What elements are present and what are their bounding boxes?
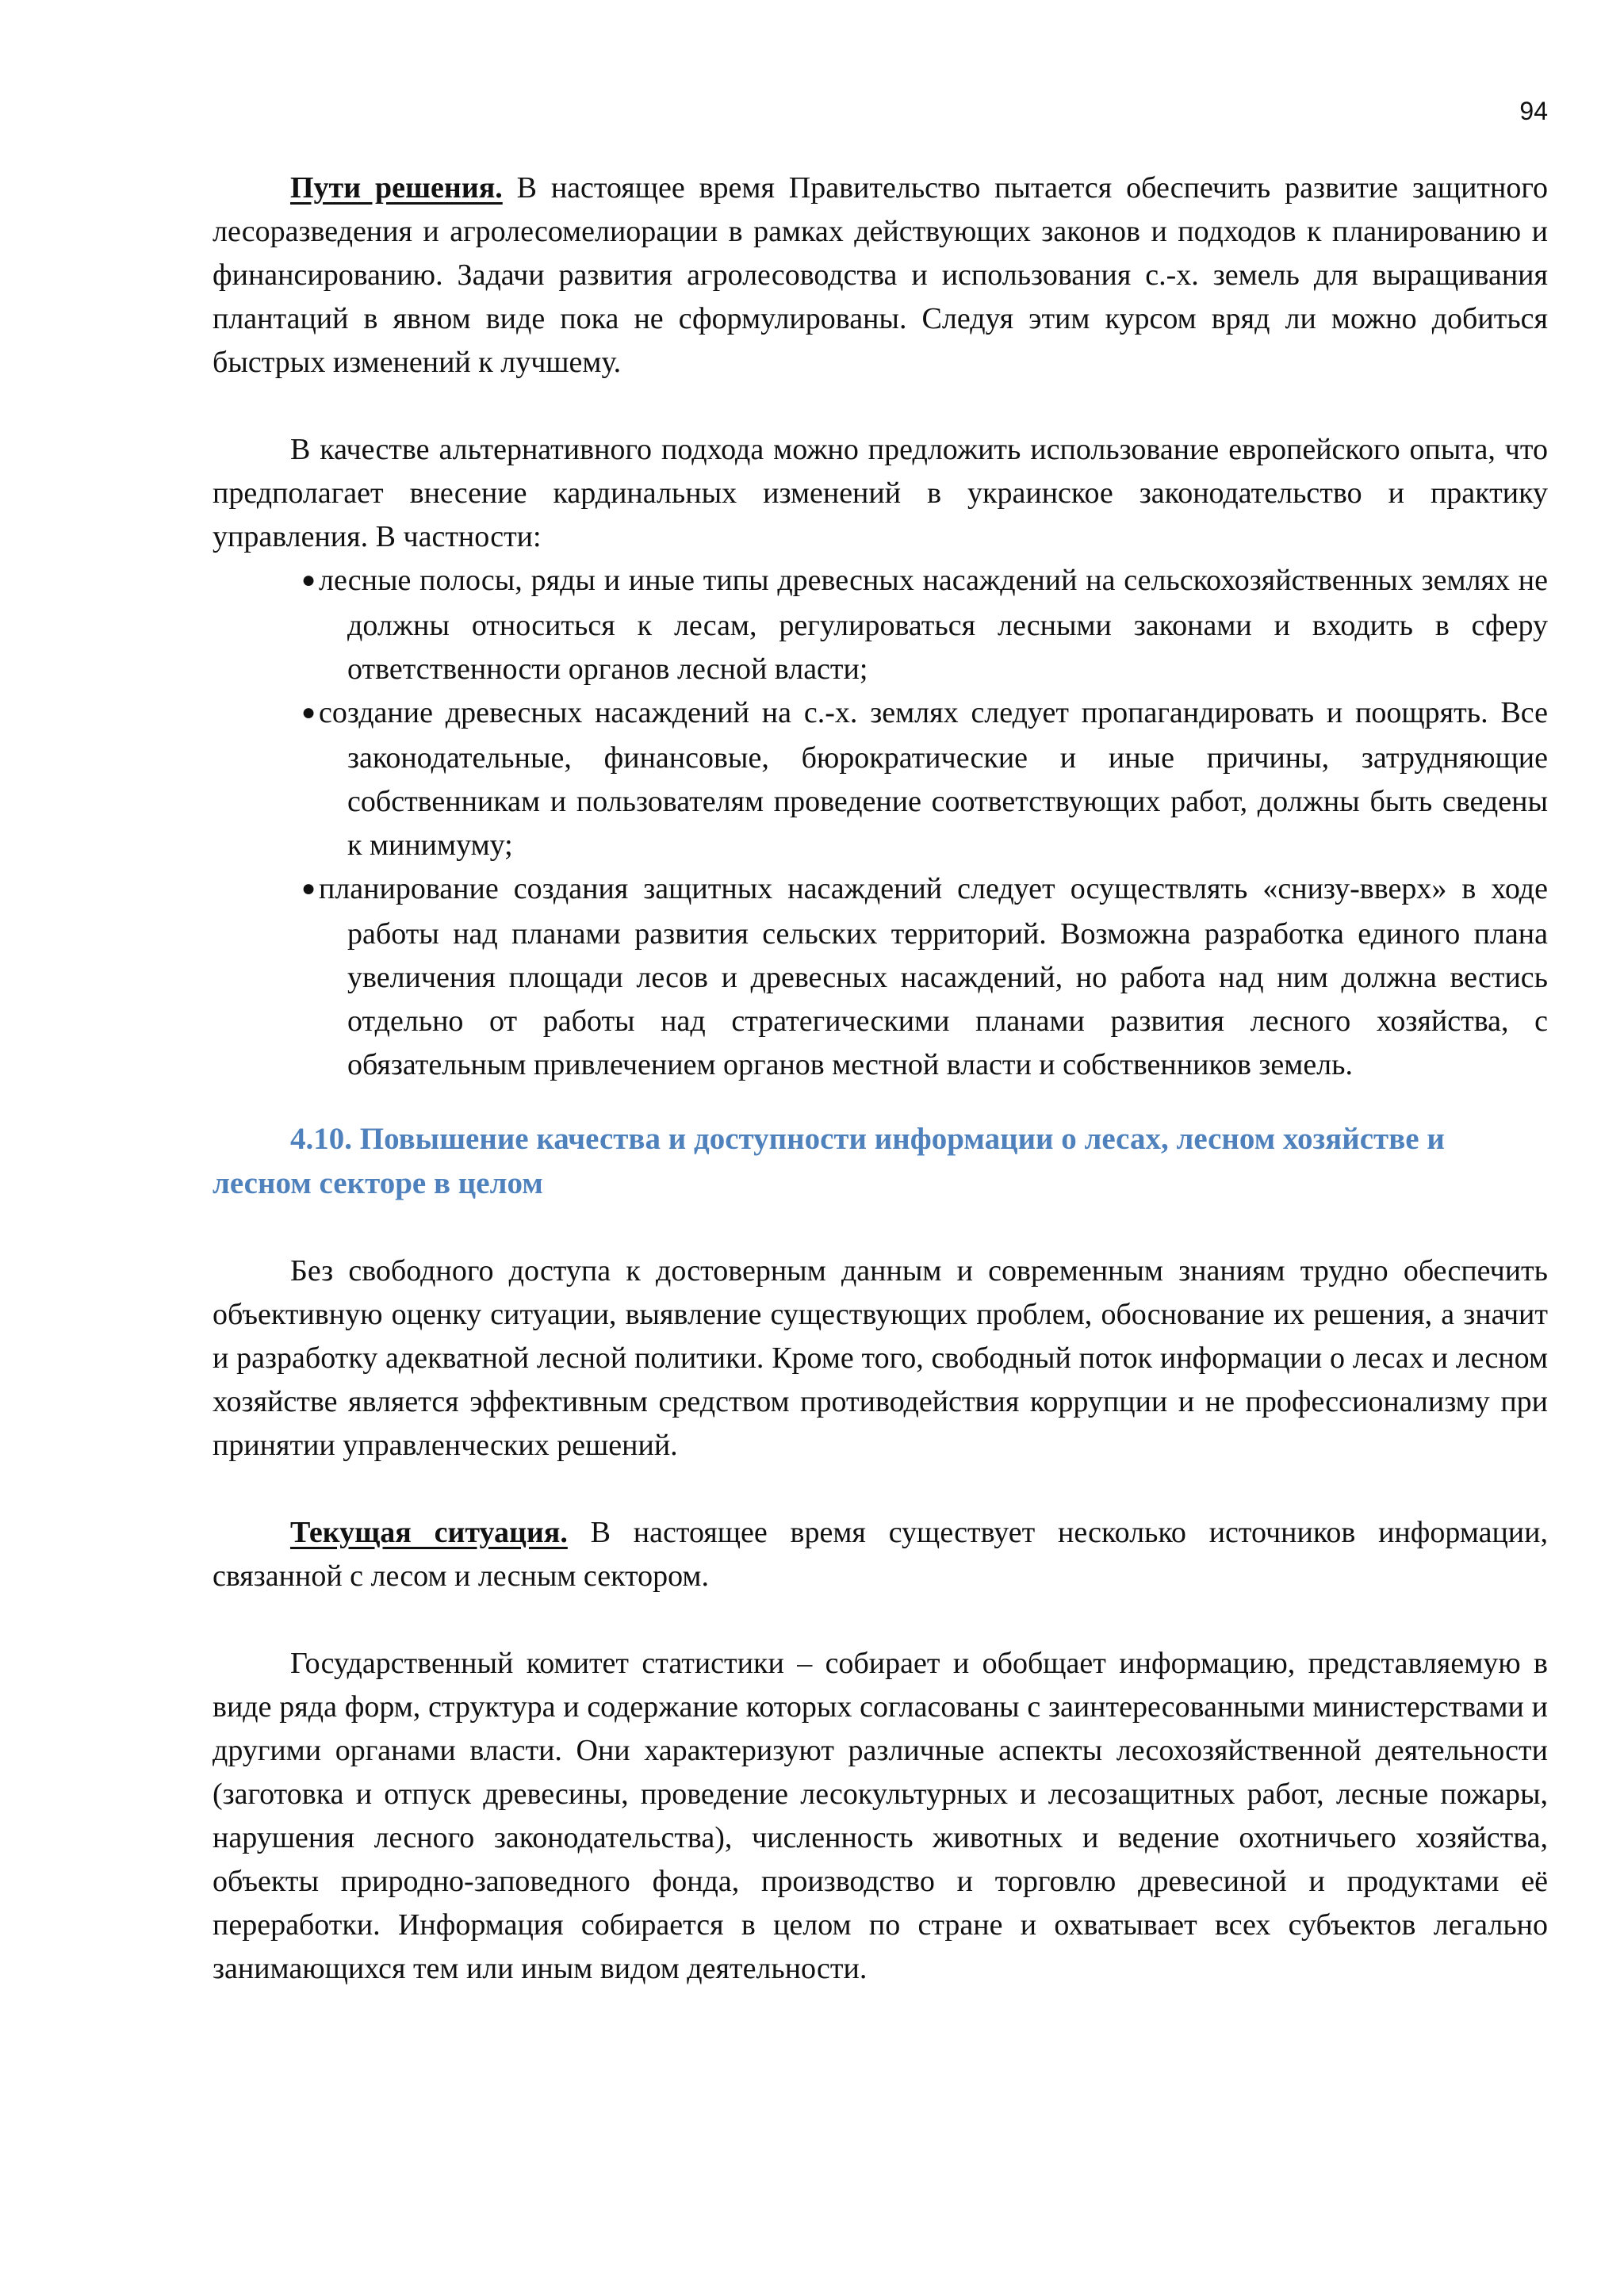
paragraph-alternative [213, 428, 1548, 559]
paragraph-alternative-text: В качестве альтернативного подхода можно предложить использование европейского опыта, что предполагает внесение кардинальных изменений в украинское законодательство и практику управления. В частности: [213, 433, 1548, 553]
paragraph-solutions-text: В настоящее время Правительство пытается обеспечить развитие защитного лесоразведения и агролесомелиорации в рамках действующих законов и подходов к планированию и финансированию. Задачи развития агролесоводства и использования с.-х. земель для выращивания плантаций в явном виде пока не сформулированы. Следуя этим курсом вряд ли можно добиться быстрых изменений к лучшему. [213, 171, 1548, 379]
bullet-icon: ● [301, 699, 316, 725]
paragraph-spacer [213, 385, 1548, 428]
paragraph-access [213, 1249, 1548, 1468]
paragraph-spacer [213, 1206, 1548, 1249]
paragraph-spacer [213, 1087, 1548, 1117]
page-number: 94 [1519, 97, 1548, 125]
paragraph-statistics-text: Государственный комитет статистики – собирает и обобщает информацию, представляемую в виде ряда форм, структура и содержание которых согласованы с заинтересованными министерствами и другими органами власти. Они характеризуют различные аспекты лесохозяйственной деятельности (заготовка и отпуск древесины, проведение лесокультурных и лесозащитных работ, лесные пожары, нарушения лесного законодательства), численность животных и ведение охотничьего хозяйства, объекты природно-заповедного фонда, производство и торговлю древесиной и продуктами её переработки. Информация собирается в целом по стране и охватывает всех субъектов легально занимающихся тем или иным видом деятельности. [213, 1647, 1548, 1985]
paragraph-access-text: Без свободного доступа к достоверным данным и современным знаниям трудно обеспечить объективную оценку ситуации, выявление существующих проблем, обоснование их решения, а значит и разработку адекватной лесной политики. Кроме того, свободный поток информации о лесах и лесном хозяйстве является эффективным средством противодействия коррупции и не профессионализму при принятии управленческих решений. [213, 1254, 1548, 1462]
bullet-list [213, 559, 1548, 1087]
bullet-icon: ● [301, 567, 316, 593]
list-item [301, 559, 1548, 691]
list-item-text: лесные полосы, ряды и иные типы древесных насаждений на сельскохозяйственных землях не должны относиться к лесам, регулироваться лесными законами и входить в сферу ответственности органов лесной власти; [319, 564, 1548, 686]
paragraph-spacer [213, 1598, 1548, 1642]
paragraph-spacer [213, 1468, 1548, 1511]
lead-current-situation: Текущая ситуация. [290, 1516, 568, 1549]
list-item [301, 867, 1548, 1087]
lead-solutions: Пути решения. [290, 171, 503, 205]
list-item-text: создание древесных насаждений на с.-х. землях следует пропагандировать и поощрять. Все законодательные, финансовые, бюрократические и иные причины, затрудняющие собственникам и пользователям проведение соответствующих работ, должны быть сведены к минимуму; [319, 696, 1548, 862]
list-item-text: планирование создания защитных насаждений следует осуществлять «снизу-вверх» в ходе работы над планами развития сельских территорий. Возможна разработка единого плана увеличения площади лесов и древесных насаждений, но работа над ним должна вестись отдельно от работы над стратегическими планами развития лесного хозяйства, с обязательным привлечением органов местной власти и собственников земель. [319, 872, 1548, 1081]
paragraph-current-situation-text: В настоящее время существует несколько источников информации, связанной с лесом и лесным сектором. [213, 1516, 1548, 1593]
paragraph-solutions [213, 166, 1548, 385]
section-heading: 4.10. Повышение качества и доступности информации о лесах, лесном хозяйстве и лесном секторе в целом [213, 1122, 1445, 1200]
paragraph-statistics [213, 1642, 1548, 1991]
page-content [213, 166, 1548, 1991]
bullet-icon: ● [301, 875, 316, 901]
paragraph-current-situation [213, 1511, 1548, 1598]
list-item [301, 691, 1548, 867]
